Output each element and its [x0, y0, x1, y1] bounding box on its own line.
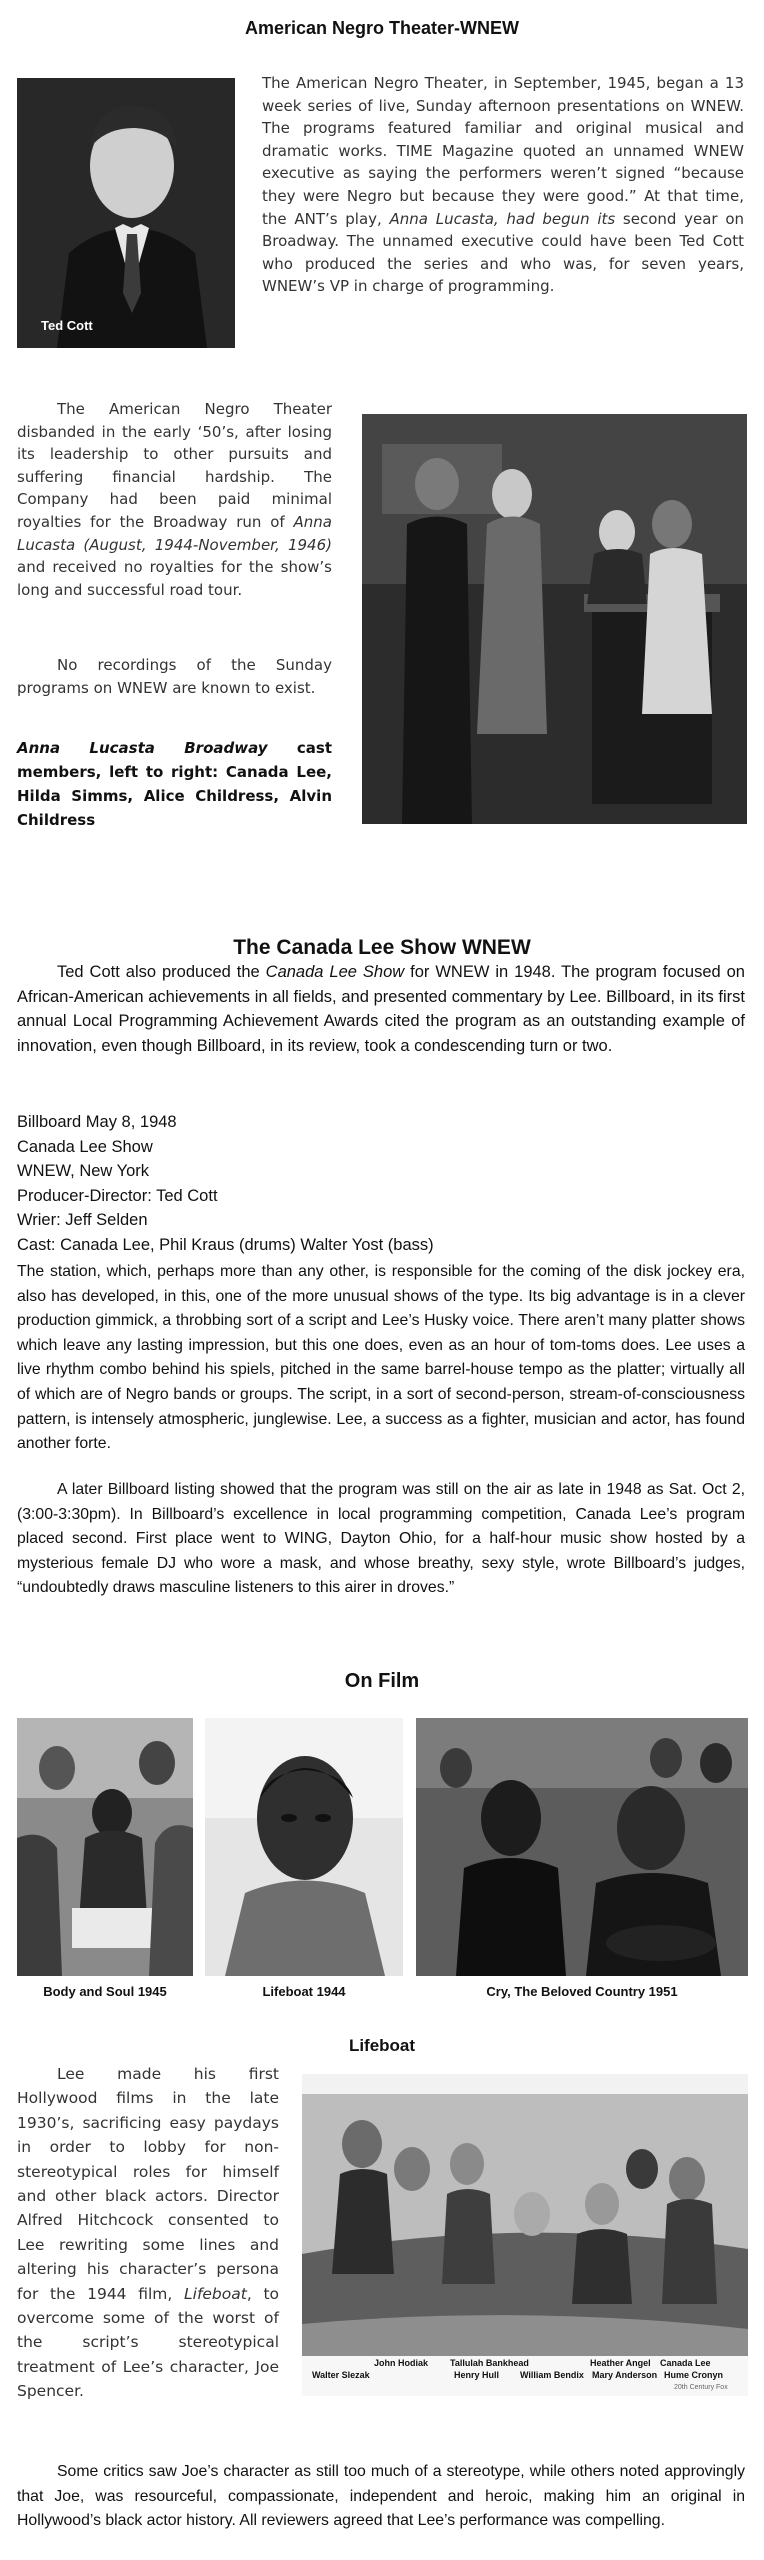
photo-name-bottom: Hume Cronyn [664, 2370, 724, 2380]
disband-text-italic: Anna Lucasta (August, 1944-November, 1946) [17, 512, 332, 554]
lifeboat-paragraph [17, 2062, 279, 2404]
photo-name-top: Canada Lee [660, 2358, 711, 2368]
cast-caption [17, 736, 332, 832]
film-caption: Lifeboat 1944 [262, 1984, 346, 1999]
credit-line: Producer-Director: Ted Cott [17, 1186, 218, 1205]
cast-caption-rest: cast members, left to right: Canada Lee, Hilda Simms, Alice Childress, Alvin Childress [17, 739, 333, 829]
ant-disband-paragraph [17, 398, 332, 601]
canada-lee-show-intro [17, 960, 745, 1058]
cls-intro-b: for WNEW in 1948. The program focused on African-American achievements in all fields, and presented commentary by Lee. Billboard, in its first annual Local Programming Achievement Awards cited the program as an outstanding example of innovation, even though Billboard, in its review, took a condescending turn or two. [17, 963, 745, 1055]
later-billboard-paragraph: A later Billboard listing showed that the program was still on the air as late in 1948 as Sat. Oct 2, (3:00-3:30pm). In Billboard’s excellence in local programming competition, Canada Lee’s program placed second. First place went to WING, Dayton Ohio, for a half-hour music show hosted by a mysterious female DJ who wore a mask, and whose breathy, sexy style, wrote Billboard’s judges, “undoubtedly draws masculine listeners to this airer in droves.” [17, 1481, 745, 1597]
billboard-credits [17, 1110, 745, 1258]
disband-text-b: and received no royalties for the show’s long and successful road tour. [17, 558, 332, 599]
section-title-ant: American Negro Theater-WNEW [244, 18, 520, 38]
section-title-on-film: On Film [344, 1670, 420, 1692]
photo-name-top: Heather Angel [590, 2358, 651, 2368]
lifeboat-cast-photo [302, 2074, 748, 2396]
no-recordings-paragraph: No recordings of the Sunday programs on WNEW are known to exist. [17, 656, 332, 697]
credit-line: Billboard May 8, 1948 [17, 1113, 177, 1131]
credit-line: Wrier: Jeff Selden [17, 1211, 148, 1230]
film-caption: Body and Soul 1945 [43, 1984, 167, 1999]
anna-lucasta-cast-photo [362, 414, 747, 824]
photo-name-bottom: Henry Hull [454, 2370, 500, 2380]
ant-intro-text-b: second year on Broadway. The unnamed executive could have been Ted Cott who produced the series and who was, for seven years, WNEW’s VP in charge of programming. [262, 209, 744, 296]
cry-beloved-country-still [416, 1718, 748, 1976]
lifeboat-1944-still [205, 1718, 403, 1976]
ted-cott-photo [17, 78, 235, 348]
credit-line: Cast: Canada Lee, Phil Kraus (drums) Walter Yost (bass) [17, 1235, 434, 1254]
body-and-soul-still [17, 1718, 193, 1976]
photo-credit: 20th Century Fox [674, 2384, 728, 2391]
photo-name-bottom: Mary Anderson [592, 2370, 658, 2380]
ant-intro-text-a: The American Negro Theater, in September, 1945, began a 13 week series of live, Sunday afternoon presentations on WNEW. The programs featured familiar and original musical and dramatic works. TIME Magazine quoted an unnamed WNEW executive as saying the performers weren’t signed “because they were Negro but because they were good.” At that time, the ANT’s play, [262, 74, 744, 228]
cls-intro-italic: Canada Lee Show [265, 963, 405, 981]
section-title-lifeboat: Lifeboat [348, 2036, 416, 2055]
cast-caption-italic: Anna Lucasta Broadway [17, 739, 268, 757]
ant-intro-text-italic: Anna Lucasta, had begun its [389, 209, 616, 228]
cls-intro-a: Ted Cott also produced the [57, 963, 266, 981]
lifeboat-text-italic: Lifeboat [184, 2284, 247, 2303]
ant-intro-paragraph [262, 72, 744, 298]
closing-paragraph: Some critics saw Joe’s character as still too much of a stereotype, while others noted approvingly that Joe, was resourceful, compassionate, independent and heroic, making him an original in Hollywood’s black actor history. All reviewers agreed that Lee’s performance was compelling. [17, 2463, 745, 2530]
billboard-review: The station, which, perhaps more than any other, is responsible for the coming of the disk jockey era, also has developed, in this, one of the more unusual shows of the type. Its big advantage is in a clever production gimmick, a throbbing sort of a script and Lee’s Husky voice. There aren’t many platter shows which leave any lasting impression, but this one does, even as an hour of tom-toms does. Lee uses a live rhythm combo behind his spiels, pitched in the same barrel-house tempo as the platter; virtually all of which are of Negro bands or groups. The script, in a sort of second-person, stream-of-consciousness pattern, is intensely atmospheric, junglewise. Lee, a success as a fighter, musician and actor, has found another forte. [17, 1263, 745, 1453]
portrait-caption: Ted Cott [41, 318, 93, 333]
photo-name-bottom: William Bendix [520, 2370, 584, 2380]
section-title-canada-lee-show: The Canada Lee Show WNEW [233, 936, 531, 959]
film-caption: Cry, The Beloved Country 1951 [486, 1984, 678, 1999]
photo-name-bottom: Walter Slezak [312, 2370, 370, 2380]
credit-line: Canada Lee Show [17, 1137, 153, 1156]
disband-text-a: The American Negro Theater disbanded in the early ‘50’s, after losing its leadership to other pursuits and suffering financial hardship. The Company had been paid minimal royalties for the Broadway run of [17, 400, 332, 531]
photo-name-top: John Hodiak [374, 2358, 429, 2368]
photo-name-top: Tallulah Bankhead [450, 2358, 529, 2368]
credit-line: WNEW, New York [17, 1162, 150, 1181]
lifeboat-text-b: , to overcome some of the worst of the script’s stereotypical treatment of Lee’s character, Joe Spencer. [17, 2284, 280, 2401]
lifeboat-text-a: Lee made his first Hollywood films in the late 1930’s, sacrificing easy paydays in order to lobby for non-stereotypical roles for himself and other black actors. Director Alfred Hitchcock consented to Lee rewriting some lines and altering his character’s persona for the 1944 film, [17, 2065, 279, 2303]
